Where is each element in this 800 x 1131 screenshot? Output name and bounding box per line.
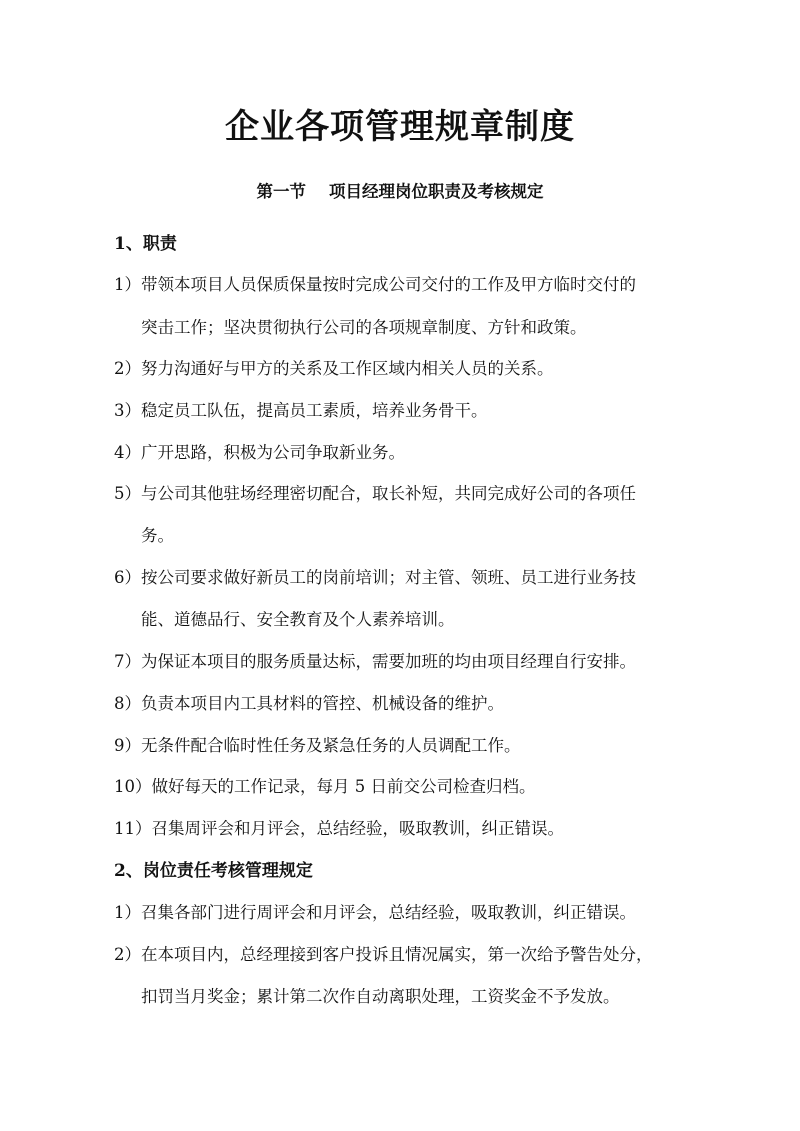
duty-item-4: 4）广开思路，积极为公司争取新业务。: [114, 443, 405, 462]
duty-item-6: 6）按公司要求做好新员工的岗前培训；对主管、领班、员工进行业务技: [114, 568, 636, 587]
duty-item-9: 9）无条件配合临时性任务及紧急任务的人员调配工作。: [114, 736, 521, 755]
duty-item-5-continued: 务。: [141, 526, 174, 545]
duty-item-6-continued: 能、道德品行、安全教育及个人素养培训。: [141, 610, 455, 629]
duty-item-7: 7）为保证本项目的服务质量达标，需要加班的均由项目经理自行安排。: [114, 652, 636, 671]
duty-item-2: 2）努力沟通好与甲方的关系及工作区域内相关人员的关系。: [114, 359, 554, 378]
duty-item-1: 1）带领本项目人员保质保量按时完成公司交付的工作及甲方临时交付的: [114, 275, 636, 294]
assessment-item-2: 2）在本项目内，总经理接到客户投诉且情况属实，第一次给予警告处分，: [114, 945, 653, 964]
duty-item-5: 5）与公司其他驻场经理密切配合，取长补短，共同完成好公司的各项任: [114, 484, 636, 503]
assessment-item-1: 1）召集各部门进行周评会和月评会，总结经验，吸取教训，纠正错误。: [114, 903, 636, 922]
duty-item-11: 11）召集周评会和月评会，总结经验，吸取教训，纠正错误。: [114, 819, 564, 838]
duty-item-1-continued: 突击工作；坚决贯彻执行公司的各项规章制度、方针和政策。: [141, 318, 587, 337]
section-subtitle: 第一节 项目经理岗位职责及考核规定: [256, 182, 544, 201]
document-title: 企业各项管理规章制度: [225, 107, 575, 147]
heading-duties: 1、职责: [114, 234, 177, 254]
duty-item-10: 10）做好每天的工作记录，每月 5 日前交公司检查归档。: [114, 777, 536, 796]
heading-assessment: 2、岗位责任考核管理规定: [114, 861, 313, 881]
assessment-item-2-continued: 扣罚当月奖金；累计第二次作自动离职处理，工资奖金不予发放。: [141, 987, 620, 1006]
duty-item-8: 8）负责本项目内工具材料的管控、机械设备的维护。: [114, 694, 504, 713]
duty-item-3: 3）稳定员工队伍，提高员工素质，培养业务骨干。: [114, 401, 488, 420]
